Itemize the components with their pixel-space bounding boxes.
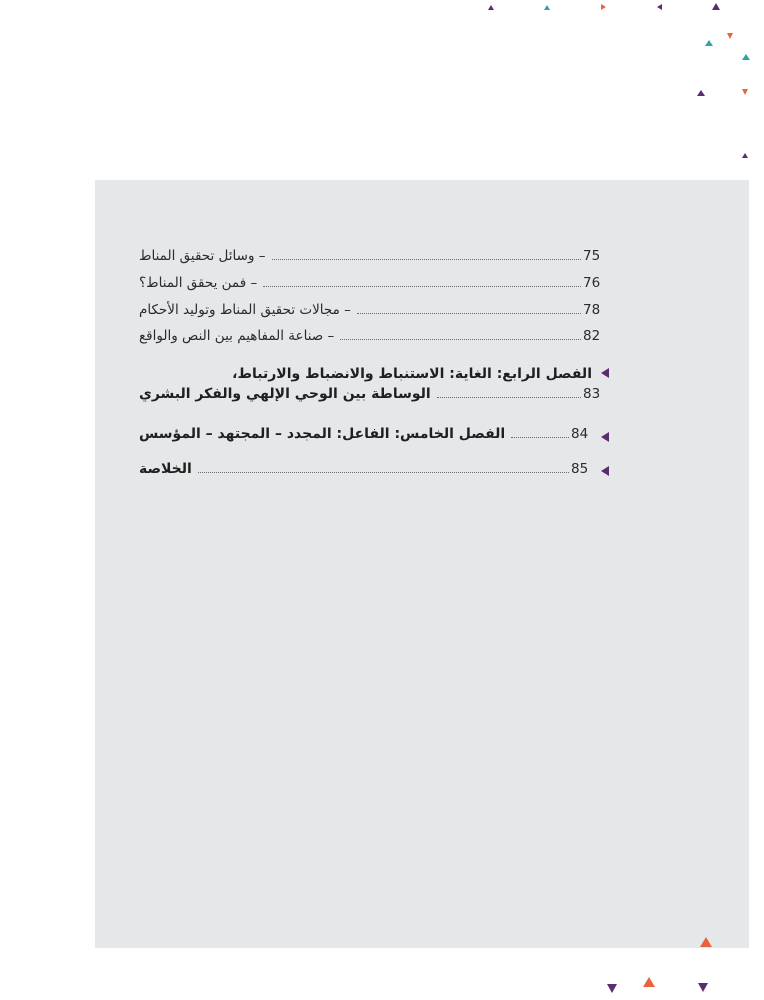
toc-panel (95, 180, 749, 948)
triangle-icon (727, 33, 733, 39)
toc-entry-title: – وسائل تحقيق المناط (139, 248, 266, 264)
triangle-icon (657, 4, 662, 10)
triangle-icon (488, 5, 494, 10)
toc-entry-page: 82 (583, 328, 601, 344)
toc-entry-page: 78 (583, 302, 601, 318)
triangle-icon (712, 3, 720, 10)
dot-leader (437, 396, 581, 398)
dot-leader (263, 285, 581, 287)
triangle-icon (742, 89, 748, 95)
toc-entry-chapter5[interactable] (135, 426, 593, 442)
toc-entry-page: 76 (583, 275, 601, 291)
dot-leader (357, 312, 581, 314)
dot-leader (511, 436, 569, 438)
toc-entry-title: – صناعة المفاهيم بين النص والواقع (139, 328, 335, 344)
triangle-icon (742, 54, 750, 60)
toc-entry-title: الخلاصة (139, 461, 192, 477)
toc-entry-page: 85 (571, 461, 589, 477)
toc-entry[interactable] (135, 275, 605, 291)
toc-entry[interactable] (135, 328, 605, 344)
triangle-icon (705, 40, 713, 46)
triangle-icon (698, 983, 708, 992)
dot-leader (272, 258, 581, 260)
triangle-icon (607, 984, 617, 993)
triangle-icon (742, 153, 748, 158)
triangle-icon (601, 4, 606, 10)
chapter-bullet-icon (601, 368, 609, 378)
toc-entry-chapter4[interactable] (135, 386, 605, 402)
triangle-icon (544, 5, 550, 10)
chapter4-title[interactable]: الفصل الرابع: الغاية: الاستنباط والانضباط والارتباط، (232, 366, 592, 382)
toc-entry-title: الفصل الخامس: الفاعل: المجدد – المجتهد – المؤسس (139, 426, 506, 442)
toc-entry-conclusion[interactable] (135, 461, 593, 477)
toc-entry-title: – مجالات تحقيق المناط وتوليد الأحكام (139, 302, 351, 318)
toc-entry-title: الوساطة بين الوحي الإلهي والفكر البشري (139, 386, 431, 402)
dot-leader (340, 338, 581, 340)
toc-entry-page: 84 (571, 426, 589, 442)
toc-entry-page: 75 (583, 248, 601, 264)
triangle-icon (697, 90, 705, 96)
table-of-contents (95, 180, 749, 948)
toc-entry[interactable] (135, 248, 605, 264)
dot-leader (198, 471, 569, 473)
toc-entry-title: – فمن يحقق المناط؟ (139, 275, 258, 291)
chapter-bullet-icon (601, 466, 609, 476)
chapter-bullet-icon (601, 432, 609, 442)
toc-entry-page: 83 (583, 386, 601, 402)
triangle-icon (643, 977, 655, 987)
toc-entry[interactable] (135, 302, 605, 318)
triangle-icon (700, 937, 712, 947)
